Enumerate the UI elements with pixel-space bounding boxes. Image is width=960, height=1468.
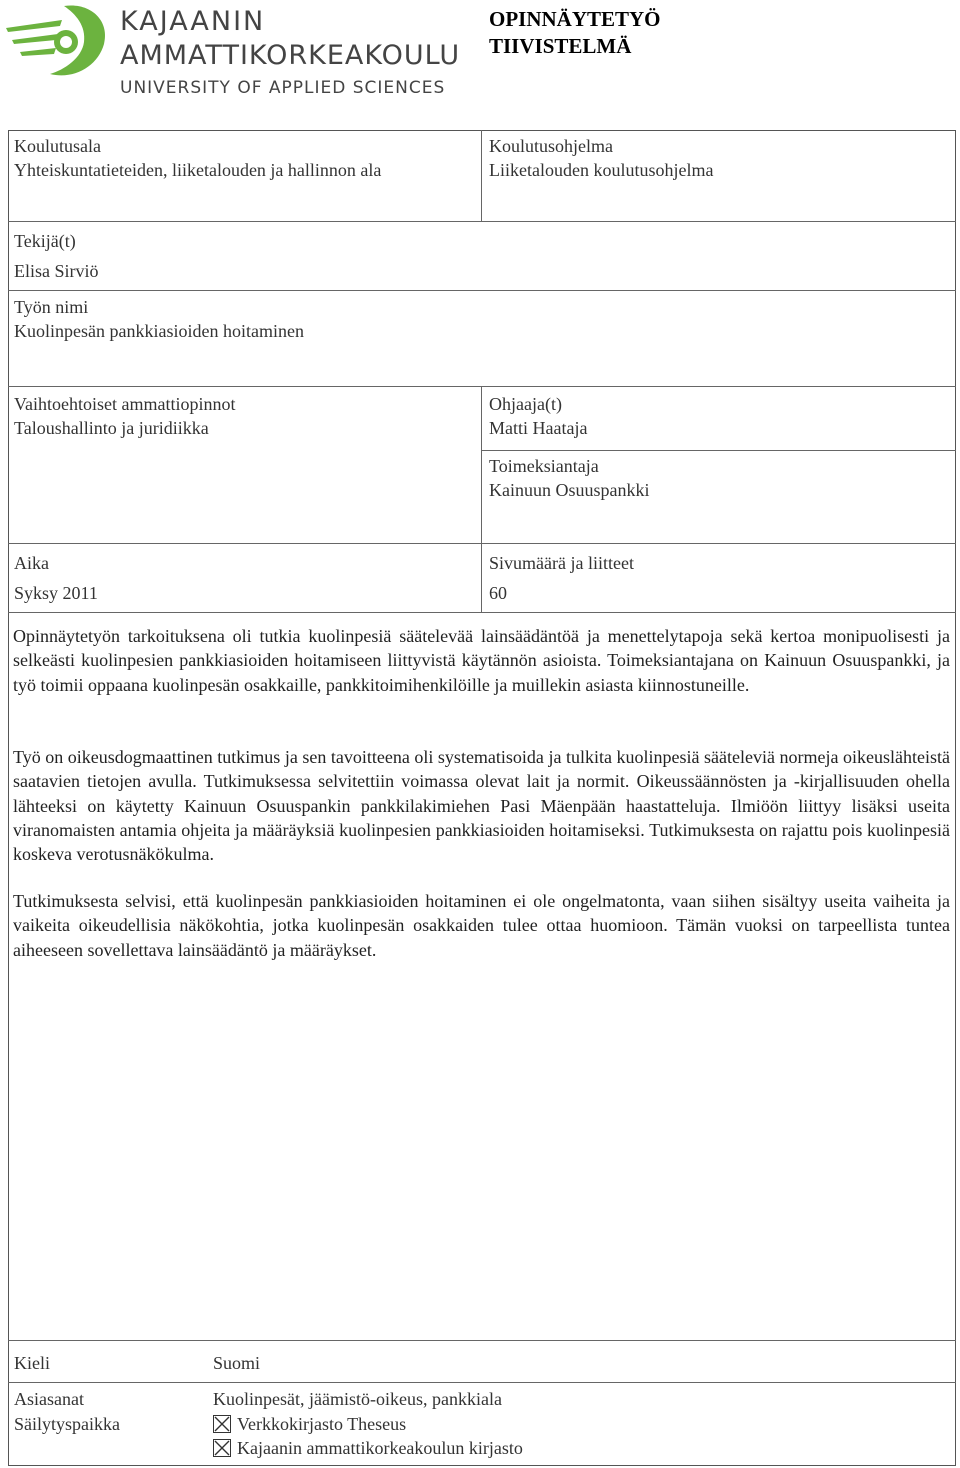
tekija-field — [14, 226, 99, 286]
sailytys-label: Säilytyspaikka — [14, 1414, 120, 1434]
abstract-paragraph-2: Työ on oikeusdogmaattinen tutkimus ja sen tavoitteena oli systematisoida ja tulkita kuolinpesiä sääteleviä normeja oikeuslähteistä saatavien tietojen avulla. Tutkimuksessa selvitettiin voimassa olevat lait ja normit. Oikeussäännösten ja -kirjallisuuden ohella lähteeksi on käytetty Kainuun Osuuspankin pankkilakimiehen Pasi Mäenpään haastatteluja. Ilmiöön liittyy lisäksi useita viranomaisten antamia ohjeita ja määräyksiä kuolinpesien pankkiasioiden hoitamiseksi. Tutkimuksesta on rajattu pois kuolinpesiä koskeva verotusnäkökulma. — [13, 747, 950, 865]
abstract-paragraph-3: Tutkimuksesta selvisi, että kuolinpesän pankkiasioiden hoitaminen ei ole ongelmatonta, vaan siihen sisältyy useita vaiheita ja vaikeita oikeudellisia näkökohtia, jotka kuolinpesän osakkaiden tulee ottaa huomioon. Tämän vuoksi on tarpeellista tuntea aiheeseen sovellettava lainsäädäntö ja määräykset. — [13, 891, 950, 960]
kamk-logo-mark-icon — [2, 2, 110, 82]
divider — [8, 612, 956, 613]
divider — [8, 386, 956, 387]
tyon-nimi-value: Kuolinpesän pankkiasioiden hoitaminen — [14, 321, 304, 341]
kieli-label: Kieli — [14, 1353, 50, 1373]
vaihtoehtoiset-value: Taloushallinto ja juridiikka — [14, 418, 209, 438]
sivumaara-field — [489, 548, 634, 608]
koulutusala-field — [14, 134, 381, 182]
sailytys-option-theseus-label: Verkkokirjasto Theseus — [237, 1414, 407, 1434]
sailytys-option-kirjasto — [213, 1436, 523, 1460]
aika-label: Aika — [14, 553, 49, 573]
koulutusala-value: Yhteiskuntatieteiden, liiketalouden ja hallinnon ala — [14, 160, 382, 180]
toimeksiantaja-label: Toimeksiantaja — [489, 456, 599, 476]
kamk-logo — [0, 0, 461, 110]
vaihtoehtoiset-field — [14, 392, 235, 440]
koulutusohjelma-label: Koulutusohjelma — [489, 136, 613, 156]
kieli-value: Suomi — [213, 1353, 261, 1373]
tyon-nimi-label: Työn nimi — [14, 297, 89, 317]
ohjaaja-label: Ohjaaja(t) — [489, 394, 562, 414]
logo-text-ammattikorkeakoulu: AMMATTIKORKEAKOULU — [120, 40, 461, 71]
divider — [8, 221, 956, 222]
sailytys-option-kirjasto-label: Kajaanin ammattikorkeakoulun kirjasto — [237, 1438, 523, 1458]
koulutusohjelma-field — [489, 134, 713, 182]
ohjaaja-value: Matti Haataja — [489, 418, 588, 438]
toimeksiantaja-value: Kainuun Osuuspankki — [489, 480, 650, 500]
ohjaaja-field — [489, 392, 587, 440]
divider — [482, 450, 956, 451]
toimeksiantaja-field — [489, 454, 650, 502]
koulutusala-label: Koulutusala — [14, 136, 101, 156]
divider — [481, 386, 482, 612]
tyon-nimi-field — [14, 295, 304, 343]
document-title-line2: TIIVISTELMÄ — [489, 34, 632, 58]
sivumaara-label: Sivumäärä ja liitteet — [489, 553, 634, 573]
tekija-value: Elisa Sirviö — [14, 261, 99, 281]
sivumaara-value: 60 — [489, 583, 507, 603]
document-title — [489, 6, 661, 60]
vaihtoehtoiset-label: Vaihtoehtoiset ammattiopinnot — [14, 394, 236, 414]
divider — [8, 290, 956, 291]
abstract-paragraph-1: Opinnäytetyön tarkoituksena oli tutkia kuolinpesiä säätelevää lainsäädäntöä ja menettelytapoja sekä kertoa monipuolisesti ja selkeästi kuolinpesien pankkiasioiden hoitamiseen liittyvistä käytännön asioista. Toimeksiantajana on Kainuun Osuuspankki, ja työ toimii oppaana kuolinpesän osakkaille, pankkitoimihenkilöille ja muillekin asiasta kiinnostuneille. — [13, 626, 950, 695]
divider — [8, 543, 956, 544]
koulutusohjelma-value: Liiketalouden koulutusohjelma — [489, 160, 714, 180]
aika-field — [14, 548, 98, 608]
logo-text-kajaanin: KAJAANIN — [120, 6, 266, 37]
document-title-line1: OPINNÄYTETYÖ — [489, 7, 661, 31]
divider — [8, 1382, 956, 1383]
checked-checkbox-icon[interactable] — [213, 1415, 231, 1433]
logo-text-university: UNIVERSITY OF APPLIED SCIENCES — [120, 78, 446, 98]
asiasanat-value: Kuolinpesät, jäämistö-oikeus, pankkiala — [213, 1389, 502, 1409]
aika-value: Syksy 2011 — [14, 583, 98, 603]
asiasanat-label: Asiasanat — [14, 1389, 84, 1409]
tekija-label: Tekijä(t) — [14, 231, 76, 251]
sailytys-option-theseus — [213, 1412, 406, 1436]
divider — [8, 1340, 956, 1341]
divider — [481, 130, 482, 221]
checked-checkbox-icon[interactable] — [213, 1439, 231, 1457]
